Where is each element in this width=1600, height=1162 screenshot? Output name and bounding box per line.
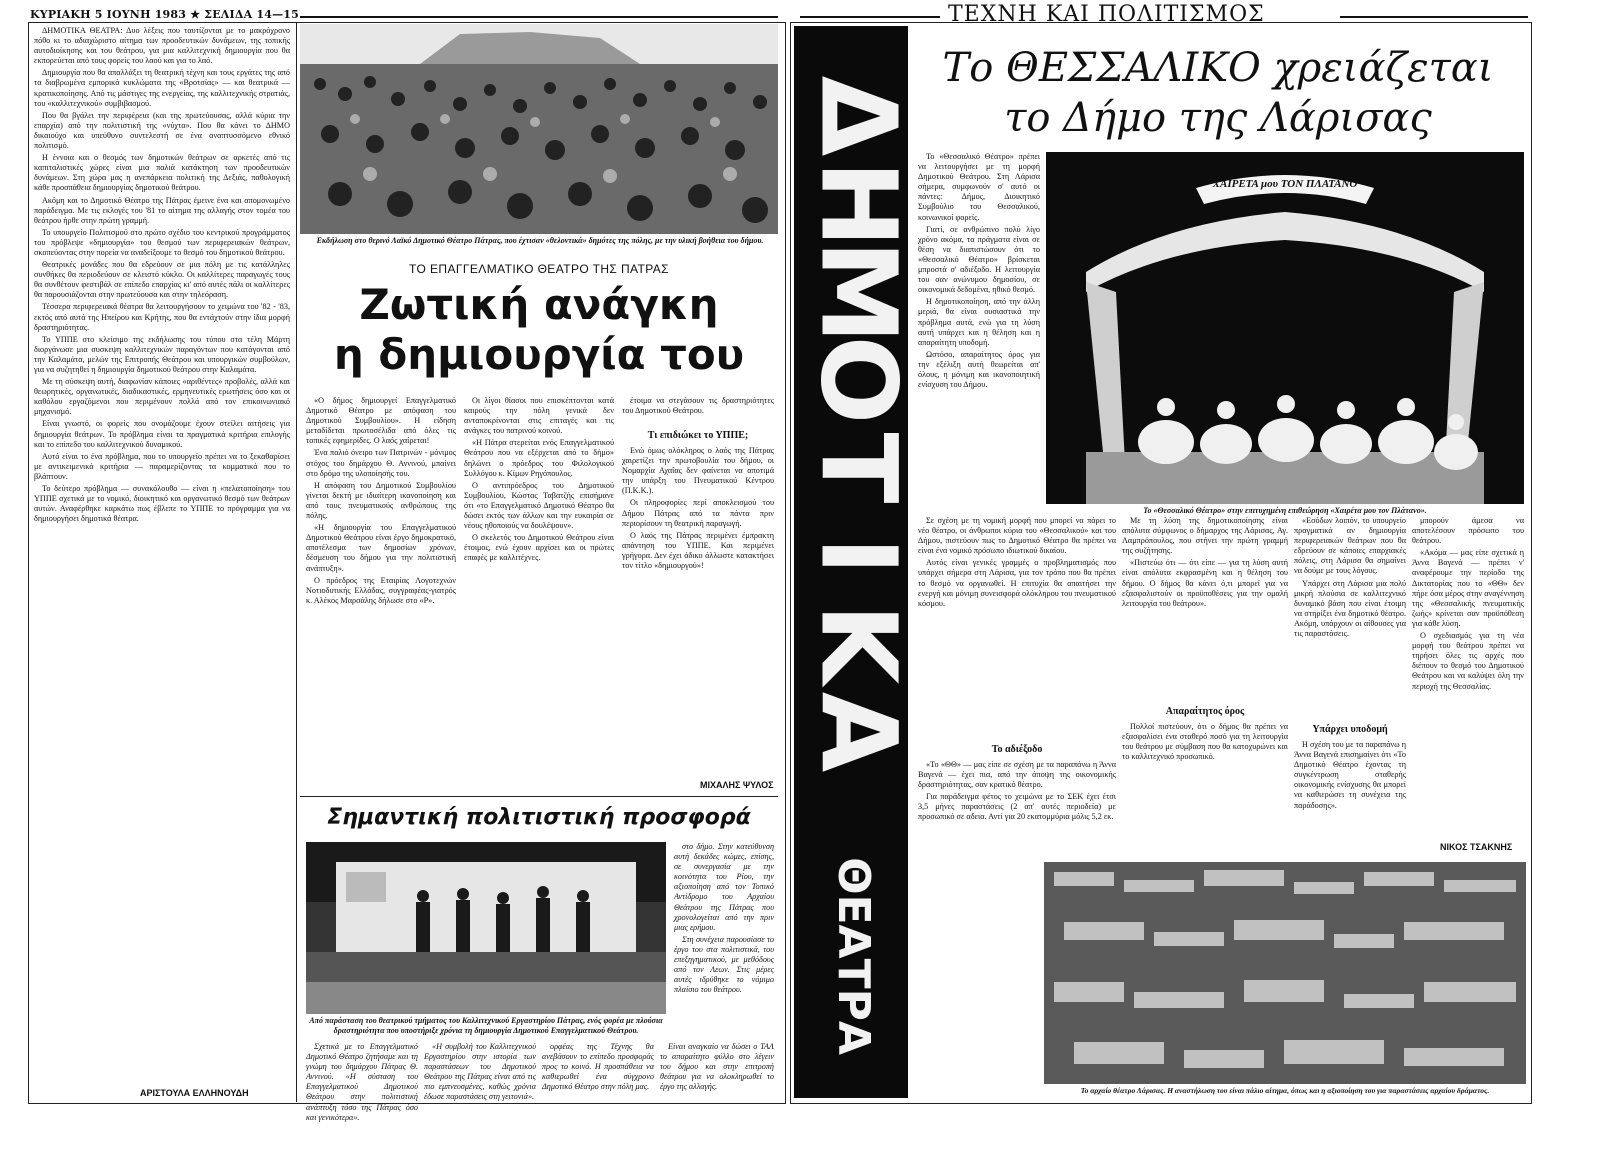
thessaliko-paragraph: Για παράδειγμα φέτος το χειμώνα με το ΣΕΚ έχει έτσι 3,5 μήνες παραστάσεις (2 απ' αυτές περιοδεία) με προσωπικό σε αδεια. Αντί για 20 εκατομμύρια μόλις 5,2 εκ. — [918, 792, 1116, 822]
offering-bottom-paragraph: «Η συμβολή του Καλλιτεχνικού Εργαστηρίου στην ιστορία των παραστάσεων του Δημοτικού Θεάτρου της Πάτρας είναι από τις πιο εμπνευσμένες, καθώς χρόνια έδωσε παραστάσεις στη γειτονιά». — [424, 1042, 536, 1102]
ancient-theatre-photo — [1044, 862, 1526, 1084]
thessaliko-intro-paragraph: Ωστόσο, απαραίτητος όρος για την εξέλιξη αυτή θεωρείται απ' όλους, η μόνιμη και ικανοποιητική ενίσχυση του Δήμου. — [918, 349, 1040, 390]
offering-bottom-col-3 — [542, 1042, 654, 1098]
stage-banner-text: ΧΑΙΡΕΤΑ μου ΤΟΝ ΠΛΑΤΑΝΟ — [1212, 178, 1358, 190]
patra-paragraph: Ο λαός της Πάτρας περιμένει έμπρακτη απάντηση του ΥΠΠΕ. Και περιμένει γρήγορα. Δεν έχει άδικο άλλωστε κατακτήσει τον τίτλο «δημιουργού»! — [622, 530, 774, 571]
vertical-banner-lettering — [794, 26, 920, 1098]
thessaliko-intro-paragraph: Γιατί, σε ανθρώπινο πολύ λίγο χρόνο ακόμα, τα πράγματα είναι σε θέση να διαπιστώσουν ότι το «Θεσσαλικό Θέατρο» βρίσκεται μπροστά σ' αδιέξοδο. Η λειτουργία του σαν ανώνυμου δημοσίου, σε οικονομικά δεδομένα, ηθικό θεσμό. — [918, 224, 1040, 295]
editorial-paragraph: Το δεύτερο πρόβλημα — συνακόλουθο — είναι η «πελατοποίηση» του ΥΠΠΕ σχετικά με το νομικό, διοικητικό και οργανωτικό θεσμό των θεάτρων αυτών. Αναφέρθηκε καρκάτω πως έβλεπε το ΥΠΠΕ το πρόγραμμα για να δημιουργήσει δημοτικά θέατρα. — [34, 484, 290, 524]
offering-bottom-col-2 — [424, 1042, 536, 1102]
editorial-paragraph: Αυτό είναι το ένα πρόβλημα, που το υπουργείο πρέπει να το ξεκαθαρίσει με αντικειμενικά κριτήρια — παραμερίζοντας τα κομματικά που το βλάπτουν. — [34, 451, 290, 481]
editorial-paragraph: Είναι γνωστό, οι φορείς που ονομάζουμε έχουν στείλει αιτήσεις για δημιουργία θεάτρων. Το πρόβλημα είναι τα πραγματικά κριτήρια επιλογής και το επίπεδο του καλλιτεχνικού δυναμικού. — [34, 419, 290, 449]
left-column-divider — [296, 22, 297, 1102]
editorial-paragraph: Που θα βγάλει την περιφέρεια (και της πρωτεύουσας, αλλά κύρια την επαρχία) από την πολιτιστική της «νύχτα». Που θα κάνει το ΔΗΜΟ δικαιούχο και υπεύθυνο συντελεστή σε ένα αναπτυσσόμενο εθνικό πολιτισμό. — [34, 110, 290, 151]
thessaliko-column-c-top — [1294, 516, 1406, 716]
patra-paragraph: Η απόφαση του Δημοτικού Συμβουλίου γίνεται δεκτή με ιδιαίτερη ικανοποίηση και από τους πνευματικούς ανθρώπους της πόλης. — [306, 480, 456, 521]
offering-bottom-paragraph: Είναι αναγκαίο να δώσει ο ΤΑΛ το απαραίτητο φύλλο στο λέγειν του δήμου και στην επιτροπή θεάτρου για να ολοκληρωθεί το έργο της αλλαγής. — [660, 1042, 774, 1092]
stage-photo-caption: Το «Θεσσαλικό Θέατρο» στην επιτυχημένη επιθεώρηση «Χαιρέτα μου τον Πλάτανο». — [1143, 506, 1427, 515]
thessaliko-intro-column — [918, 152, 1040, 512]
offering-top-rule — [300, 796, 778, 797]
thessaliko-intro-paragraph: Η δημοτικοποίηση, από την άλλη μεριά, θα είναι ουσιαστικά την πρόβλημα αυτά, ενώ για τη λύση αυτή υπάρχει και η θέληση και η απαραίτητη υποδομή. — [918, 297, 1040, 347]
thessaliko-paragraph: «Το «ΘΘ» — μας είπε σε σχέση με τα παραπάνω η Άννα Βαγενά — έχει πια, από την άποψη της οικονομικής δραστηριότητας, σαν κρατικό θέατρο. — [918, 760, 1116, 790]
offering-headline: Σημαντική πολιτιστική προσφορά — [327, 805, 751, 830]
patra-paragraph: Ο αντιπρόεδρος του Δημοτικού Συμβουλίου, Κώστας Ταβατζής επισήμανε ότι «το Επαγγελματικό Δημοτικό Θέατρο θα δώσει εκτός των άλλων και την ευκαιρία σε νέους ηθοποιούς να δουλέψουν». — [464, 480, 614, 531]
banner-letter: Η — [797, 160, 920, 248]
offering-bottom-paragraph: Σχετικά με το Επαγγελματικό Δημοτικό Θέατρο ζητήσαμε και τη γνώμη του δημάρχου Πάτρας Θ. Αννινού. «Η σύσταση του Επαγγελματικού Δημοτικού Θεάτρου στην πολιτιστική ανάπτυξη τόσο της Πάτρας όσο και γενικότερα». — [306, 1042, 418, 1122]
patra-paragraph: Ένα παλιό όνειρο των Πατρινών - μόνιμος στόχος του δημάρχου Θ. Αννινού, μπαίνει στο δρόμο της υλοποίησής του. — [306, 448, 456, 478]
thessaliko-intro-paragraph: Το «Θεσσαλικό Θέατρο» πρέπει να λειτουργήσει με τη μορφή Δημοτικού Θεάτρου. Στη Λάρισα σήμερα, συμφωνούν σ' αυτό οι πάντες: Δήμος, Διοικητικό Συμβούλιο του Θεσσαλικού, κοινωνικοί φορείς. — [918, 152, 1040, 222]
ancient-theatre-caption: Το αρχαίο θέατρο Λάρισας. Η αναστήλωση του είναι πάλιο αίτημα, όπως και η αξιοποίηση του για παραστάσεις αρχαίου δράματος. — [1080, 1086, 1490, 1095]
patra-column-3b — [622, 446, 774, 766]
thessaliko-signature: ΝΙΚΟΣ ΤΣΑΚΝΗΣ — [1440, 842, 1513, 852]
offering-bottom-paragraph: ορφέας της Τέχνης θα ανεβάσουν το επίπεδο προσφοράς προς το κοινό. Η προσπάθεια να καθιερωθεί ένα σύγχρονο Δημοτικό Θέατρο στην πόλη μας. — [542, 1042, 654, 1092]
offering-side-column — [674, 842, 774, 1014]
thessaliko-paragraph: Πολλοί πιστεύουν, ότι ο δήμος θα πρέπει να εξασφαλίσει ένα σταθερό ποσό για τη λειτουργία του θεάτρου με σύμβαση που θα κατοχυρώνει και το καλλιτεχνικό προσωπικό. — [1122, 722, 1288, 762]
patra-paragraph: Ενώ όμως ολόκληρος ο λαός της Πάτρας χαιρετίζει την πρωτοβουλία του δήμου, οι Νομαρχία Αχαΐας δεν φαίνεται να αποτιμά την υπάρξη του Πνευματικού Κέντρου (Π.Κ.Κ.). — [622, 446, 774, 496]
patra-paragraph: Ο πρόεδρος της Εταιρίας Λογοτεχνών Νοτιοδυτικής Ελλάδας, συγγραφέας-γιατρός κ. Αλέκος Μαρσάλης δήλωσε στο «Ρ». — [306, 575, 456, 605]
patra-paragraph: Οι πληροφορίες περί αποκλεισμού του Δήμου Πάτρας από τα πάντα πριν περιορίσουν τη θεατρική παραγωγή. — [622, 498, 774, 528]
editorial-paragraph: Τέσσερα περιφερειακά θέατρα θα λειτουργήσουν το χειμώνα του '82 - '83, εκτός από αυτά της Ηπείρου και Κρήτης, που θα εντάχτούν στην ίδια μορφή δραστηριότητας. — [34, 302, 290, 332]
editorial-paragraph: Θεατρικές μονάδες που θα εδρεύουν σε μια πόλη με τις κατάλληλες συνθήκες θα περιοδεύουν σε κλειστό κύκλο. Οι καλλίτερες παραγωγές τους θα συνθέτουν φεστιβάλ σε επίπεδο επαρχίας κι' από αυτές πάλι οι καλλίτερες θα παρουσιάζονται στην πρωτεύουσα και στην τηλεόραση. — [34, 260, 290, 300]
thessaliko-paragraph: Υπάρχει στη Λάρισα μια πολύ μικρή πλούσια σε καλλιτεχνικό δυναμικό βάση που είναι έτοιμη να στηρίξει ένα δημοτικό θέατρο. Ακόμη, υπάρχουν οι αίθουσες για τις παραστάσεις. — [1294, 578, 1406, 639]
oros-subhead: Απαραίτητος όρος — [1165, 706, 1245, 717]
patra-paragraph: έτοιμα να στεγάσουν τις δραστηριότητες του Δημοτικού Θεάτρου. — [622, 396, 774, 416]
thessaliko-paragraph: «Πιστεύω ότι — ότι είπε — για τη λύση αυτή είναι απόλυτα εκφρασμένη και η θέληση του δήμου. Ο δήμος θα κάνει ό,τι μπορεί για να εξασφαλιστούν οι προϋποθέσεις για την ομαλή λειτουργία του θεάτρου». — [1122, 558, 1288, 608]
thessaliko-paragraph: Σε σχέση με τη νομική μορφή που μπορεί να πάρει το νέο θέατρο, οι άνθρωποι κύρια του «Θεσσαλικού» και του Δήμου, πιστεύουν πως το Δημοτικό Θέατρο θα πρέπει να είναι ένα νομικό πρόσωπο ιδιωτικού δικαίου. — [918, 516, 1116, 556]
offering-side-paragraph: στο δήμο. Στην κατεύθυνση αυτή δεκάδες κώμες, επίσης, σε συνεργασία με την κοινότητα του Ρίου, την αξιοποίηση από τον Τοπικό Αντίδρομο του Αρχαίου Θεάτρου της Πάτρας που χρονολογείται από την πριν μιας ερήμου. — [674, 842, 774, 932]
thessaliko-column-a — [918, 516, 1116, 736]
editorial-signature: ΑΡΙΣΤΟΥΛΑ ΕΛΛΗΝΟΥΔΗ — [140, 1088, 249, 1098]
patra-signature: ΜΙΧΑΛΗΣ ΨΥΛΟΣ — [700, 780, 774, 790]
adiexodo-subhead: Το αδιέξοδο — [991, 744, 1043, 755]
editorial-paragraph: ΔΗΜΟΤΙΚΑ ΘΕΑΤΡΑ: Δυο λέξεις που ταυτίζονται με το μακρόχρονο πόθο κι το αδιαχώριστο αίτημα των προοδευτικών δυνάμεων, της τοπικής αυτοδιοίκησης και του θεάτρου, για μια καλλιτεχνική δημιουργία που θα εκπορεύεται από τους φορείς του λαού και για το λαό. — [34, 26, 290, 66]
thessaliko-headline-line1: Το ΘΕΣΣΑΛΙΚΟ χρειάζεται — [942, 45, 1494, 91]
banner-letter: Ο — [797, 335, 920, 425]
patra-paragraph: «Η δημιουργία του Επαγγελματικού Δημοτικού Θεάτρου είναι έργο δημοκρατικό, αποτέλεσμα των δημοσίων χρόνων, δέσμευση του δήμου για την πολιτιστική ανάπτυξη». — [306, 523, 456, 573]
patra-headline-line1: Ζωτική ανάγκη — [359, 280, 719, 329]
right-header-rule-left — [800, 16, 940, 18]
thessaliko-column-b-bottom — [1122, 722, 1288, 842]
banner-letter: Δ — [797, 75, 920, 157]
banner-letter: Τ — [797, 432, 920, 504]
offering-bottom-col-1 — [306, 1042, 418, 1122]
vertical-banner — [794, 26, 920, 1098]
banner-letter: Μ — [797, 240, 920, 344]
right-header-rule-right — [1340, 16, 1528, 18]
editorial-paragraph: Το ΥΠΠΕ στο κλείσιμο της εκδήλωσης του τύπου στα τέλη Μάρτη διοργάνωσε μια συσκεψη καλλιτεχνικών παραγόντων που κατάγονται από την Καλαμάτα, μελών της Επιτροπής Θεάτρου και υπουργικών συμβούλων, για να συζητηθεί η δημιουργία δημοτικού θεάτρου στην Καλαμάτα. — [34, 334, 290, 374]
offering-bottom-col-4 — [660, 1042, 774, 1098]
patra-paragraph: Ο σκελετός του Δημοτικού Θεάτρου είναι έτοιμος, ενώ έχουν αρχίσει και οι πρώτες επαφές με καλλιτέχνες. — [464, 533, 614, 563]
editorial-paragraph: Ακόμη και το Δημοτικό Θέατρο της Πάτρας έμεινε ένα και απομονωμένο παράδειγμα. Με τις εκλογές του '81 το αίτημα της αλλαγής στον τομέα του θεάτρου ήρθε στην πρώτη γραμμή. — [34, 195, 290, 225]
left-header-rule — [300, 16, 778, 18]
editorial-paragraph: Δημιουργία που θα απαλλάξει τη θεατρική τέχνη και τους εργάτες της από τα διαβρωμένα εμπορικά κυκλώματα της «Βροτσίας» — και θεατρικά — κρατικοποίησης. Από τις μάστιγες της ενεργείας, της καλλιτεχνικής στρατιάς, του «καλλιτεχνικού» συμβιβασμού. — [34, 68, 290, 108]
thessaliko-paragraph: Αυτός είναι γενικές γραμμές ο προβληματισμός που υπάρχει σήμερα στη Λάρισα, για τον τρόπο που θα πρέπει το θεσμό να οργανωθεί. Η επιτυχία θα απαιτήσει την ενεργή και μόνιμη συνεισφορά ολόκληρου του πνευματικού κόσμου. — [918, 558, 1116, 608]
patra-column-1 — [306, 396, 456, 796]
patra-kicker: ΤΟ ΕΠΑΓΓΕΛΜΑΤΙΚΟ ΘΕΑΤΡΟ ΤΗΣ ΠΑΤΡΑΣ — [409, 262, 669, 276]
editorial-paragraph: Το υπουργείο Πολιτισμού στο πρώτο σχέδιο του κεντρικού προγράμματος του πρόβλεψε «δημιουργία» του θεσμού των περιφερειακών θεάτρων, σκοπεύοντας στην πορεία να αναδείξουμε το θεσμό του δημοτικού θεάτρου. — [34, 227, 290, 257]
banner-letter: Α — [797, 691, 920, 773]
thessaliko-column-c-bottom — [1294, 740, 1406, 850]
section-title: ΤΕΧΝΗ ΚΑΙ ΠΟΛΙΤΙΣΜΟΣ — [948, 2, 1265, 27]
workshop-photo — [306, 842, 666, 1014]
stage-photo — [1046, 152, 1524, 504]
patra-column-2 — [464, 396, 614, 796]
thessaliko-paragraph: Η σχέση του με τα παραπάνω η Άννα Βαγενά επισημαίνει ότι «Το Δημοτικό Θέατρο έχοντας τη συγκέντρωση σταθερής οικονομικής ενίσχυσης θα μπορεί να καθιερώσει τη συνέχεια της παράδοσης». — [1294, 740, 1406, 810]
editorial-paragraph: Η έννοια και ο θεσμός των δημοτικών θεάτρων σε αρκετές από τις καπιταλιστικές χώρες είναι μια παλιά κατάκτηση των προοδευτικών δυνάμεων. Στη χώρα μας η ανεπάρκεια πολιτική της Δεξιάς, παθολογική κάθε προσπάθεια δημιουργίας δημοτικού θεάτρου. — [34, 153, 290, 193]
ypodomi-subhead: Υπάρχει υποδομή — [1312, 724, 1388, 735]
banner-letter: Ι — [797, 536, 920, 576]
patra-paragraph: Οι λίγοι θίασοι που επισκέπτονται κατά καιρούς την πόλη γενικά δεν ανταποκρίνονται στις επιταγές και τις ανάγκες του πατρινού κοινού. — [464, 396, 614, 436]
thessaliko-paragraph: μπορούν άμεσα να αποτελέσουν πρόσωπο του θεάτρου. — [1412, 516, 1524, 546]
thessaliko-paragraph: «Εσόδων λοιπόν, το υπουργείο πραγματικά αν δημιουργία περιφερειακών θεάτρων που θα εδρεύουν σε κάποιες επαρχιακές πόλεις, στη Λάρισα θα σημαίνει να δούμε με τους λόγους. — [1294, 516, 1406, 576]
ypppe-subhead: Τι επιδιώκει το ΥΠΠΕ; — [647, 430, 749, 441]
thessaliko-headline-line2: το Δήμο της Λάρισας — [1004, 95, 1432, 141]
workshop-photo-caption: Από παράσταση του θεατρικού τμήματος του Καλλιτεχνικού Εργαστηρίου Πάτρας, ενός φορέα με πλούσια δραστηριότητα που υποστήριξε χρόνια τη δημιουργία Δημοτικού Επαγγελματικού Θεάτρου. — [309, 1016, 663, 1035]
offering-side-paragraph: Στη συνέχεια παρουσίασε το έργο του στα πολιτιστικά, του επεξηγηματικού, με μεθόδους από τον Λεων. Στις μέρες αυτές ιδρύθηκε το νόμιμο πλαίσιο του θεάτρου. — [674, 934, 774, 995]
banner-word-theatra: ΘΕΑΤΡΑ — [828, 857, 879, 1055]
crowd-photo — [300, 24, 778, 234]
crowd-photo-caption: Εκδήλωση στο θερινό Λαϊκό Δημοτικό Θέατρο Πάτρας, που έχτισαν «θελοντικά» δημότες της πόλης, με την υλική βοήθεια του δήμου. — [316, 236, 764, 245]
patra-paragraph: «Η Πάτρα στερείται ενός Επαγγελματικού Θεάτρου που να εξέρχεται από το δήμο» δηλώνει ο πρόεδρος του Φιλολογικού Συλλόγου κ. Κίμων Ρηγόπουλος. — [464, 438, 614, 478]
thessaliko-column-b-top — [1122, 516, 1288, 702]
thessaliko-column-d — [1412, 516, 1524, 846]
thessaliko-paragraph: «Ακόμα — μας είπε σχετικά η Άννα Βαγενά — πρέπει ν' αναφέρουμε την περίοδο της Δικτατορίας που το «ΘΘ» δεν πήρε όσα μέρος στην αναγέννηση της «Θεσσαλικής πνευματικής ζωής» κρίνεται σαν προϋπόθεση για κάθε λύση. — [1412, 548, 1524, 628]
thessaliko-paragraph: Με τη λύση της δημοτικοποίησης είναι απόλυτα σύμφωνος ο δήμαρχος της Λάρισας, Αγ. Λαμπρόπουλος, που στήνει την πρώτη γραμμή της συζήτησης. — [1122, 516, 1288, 556]
patra-paragraph: «Ο δήμος δημιουργεί Επαγγελματικό Δημοτικό Θέατρο με απόφαση του Δημοτικού Συμβουλίου». Η είδηση μεταδίδεται πρωτοσέλιδα από όλες τις τοπικές εφημερίδες. Ο λαός χαίρεται! — [306, 396, 456, 446]
editorial-column — [34, 26, 290, 1086]
patra-headline-line2: η δημιουργία του — [333, 330, 745, 379]
banner-letter: Κ — [797, 603, 920, 685]
left-page-header: ΚΥΡΙΑΚΗ 5 ΙΟΥΝΗ 1983 ★ ΣΕΛΙΔΑ 14—15 — [30, 8, 299, 21]
editorial-paragraph: Με τη σύσκεψη αυτή, διαφωνίαν κάποιες «αριθέντες» προβολές, αλλά και θεωρητικές, οργανωτικές, διαδικαστικές, ερμηνευτικές ερωτήσεις όσο και οι καθόλου εργαζόμενοι που περιμένουν πολλά από τον επικοινωνιακό μηχανισμό. — [34, 377, 290, 417]
thessaliko-paragraph: Ο σχεδιασμός για τη νέα μορφή του θεάτρου πρέπει να τηρήσει όλες τις αρχές που διέπουν το θεσμό του Δημοτικού Θεάτρου και να καλύψει όλη την περιοχή της Θεσσαλίας. — [1412, 631, 1524, 691]
